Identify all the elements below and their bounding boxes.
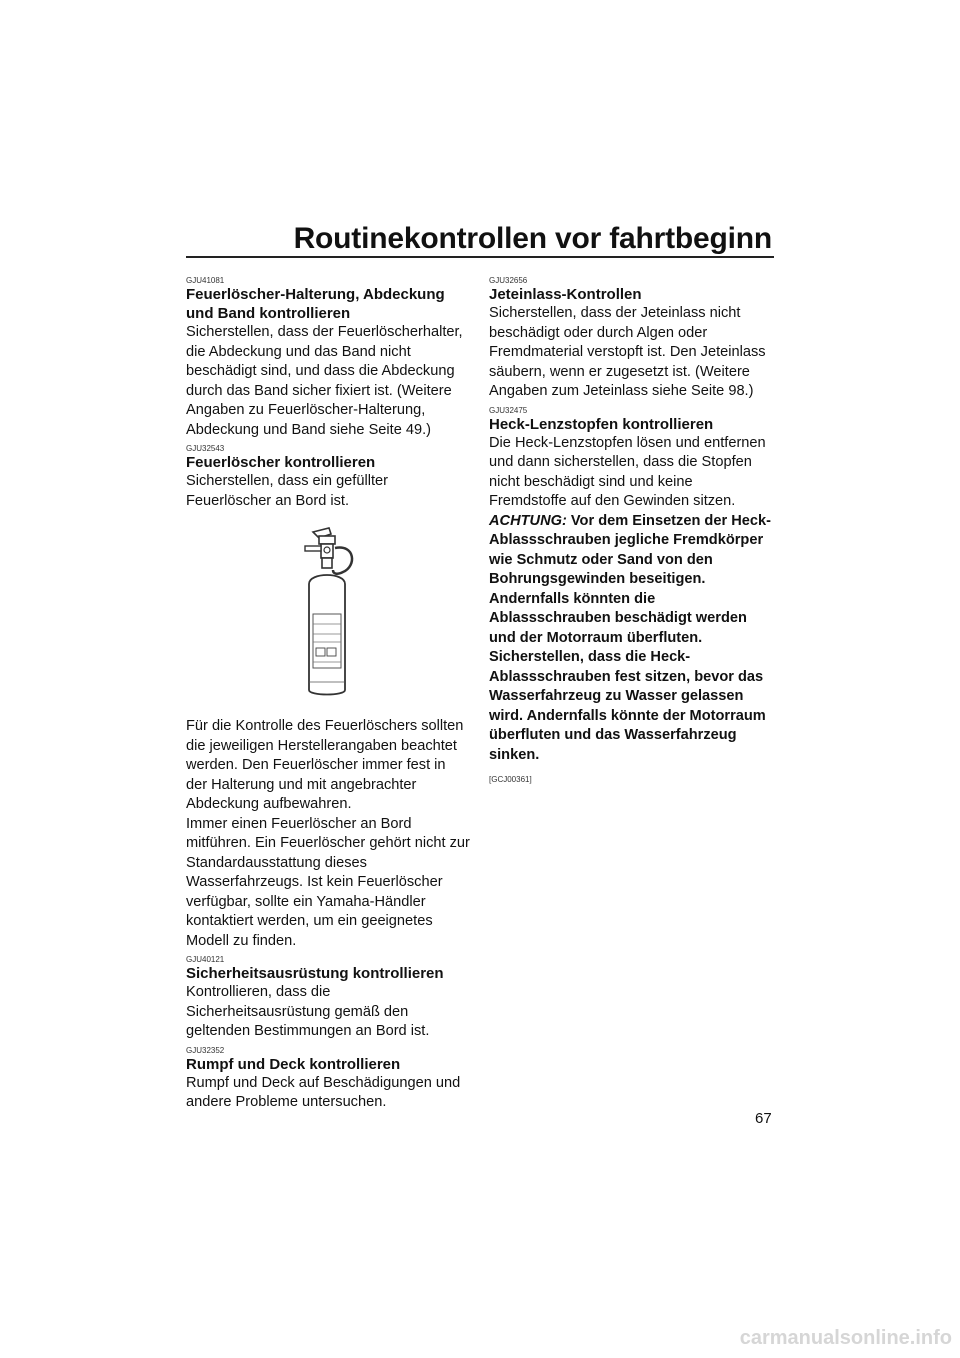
caution-notice bbox=[489, 513, 771, 763]
section-title-drain-plugs: Heck-Lenzstopfen kontrollieren bbox=[489, 415, 714, 433]
right-column bbox=[489, 272, 773, 784]
drain-plug-instructions: Die Heck-Lenzstopfen lösen und entfernen und dann sicherstellen, dass die Stopfen nicht beschädigt sind und keine Fremdstoffe auf den Gewinden sitzen. bbox=[489, 434, 766, 509]
header-rule bbox=[186, 256, 774, 258]
section-code: GJU32352 bbox=[186, 1045, 225, 1055]
page-header-title: Routinekontrollen vor fahrtbeginn bbox=[293, 222, 772, 255]
section-code: GJU41081 bbox=[186, 276, 225, 285]
section-title-extinguisher-check: Feuerlöscher kontrollieren bbox=[186, 454, 376, 471]
section-title-extinguisher-holder: Feuerlöscher-Halterung, Abdeckung und Band kontrollieren bbox=[186, 286, 445, 322]
caution-text: Vor dem Einsetzen der Heck-Ablassschrauben jegliche Fremdkörper wie Schmutz oder Sand von den Bohrungsgewinden beseitigen. Andernfalls könnten die Ablassschrauben beschädigt werden und der Motorraum überfluten. Sicherstellen, dass die Heck-Ablassschrauben fest sitzen, bevor das Wasserfahrzeug zu Wasser gelassen wird. Andernfalls könnte der Motorraum überfluten und das Wasserfahrzeug sinken. bbox=[489, 512, 771, 763]
section-body: Für die Kontrolle des Feuerlöschers sollten die jeweiligen Herstellerangaben beachtet werden. Den Feuerlöscher immer fest in der Halterung und mit angebrachter Abdeckung aufbewahren. bbox=[186, 718, 464, 812]
page-number: 67 bbox=[755, 1110, 772, 1127]
fire-extinguisher-icon bbox=[283, 522, 373, 702]
section-code: GJU32475 bbox=[489, 405, 528, 415]
section-title-jet-intake: Jeteinlass-Kontrollen bbox=[489, 286, 642, 303]
section-code: GJU32656 bbox=[489, 276, 528, 285]
section-body bbox=[489, 434, 773, 766]
watermark: carmanualsonline.info bbox=[739, 1327, 952, 1349]
section-body: Sicherstellen, dass der Feuerlöscherhalter, die Abdeckung und das Band nicht beschädigt sind, und dass die Abdeckung durch das Band sicher fixiert ist. (Weitere Angaben zu Feuerlöscher-Halterung, Abdeckung und Band siehe Seite 49.) bbox=[186, 324, 463, 438]
section-code: GJU32543 bbox=[186, 444, 225, 453]
section-title-hull-deck: Rumpf und Deck kontrollieren bbox=[186, 1055, 401, 1073]
fire-extinguisher-illustration bbox=[186, 517, 470, 707]
section-body: Sicherstellen, dass der Jeteinlass nicht beschädigt oder durch Algen oder Fremdmaterial verstopft ist. Den Jeteinlass säubern, wenn er zugesetzt ist. (Weitere Angaben zum Jeteinlass siehe Seite 98.) bbox=[489, 305, 766, 399]
section-code: GJU40121 bbox=[186, 955, 225, 964]
caution-label: ACHTUNG: bbox=[489, 512, 567, 529]
section-body: Rumpf und Deck auf Beschädigungen und andere Probleme untersuchen. bbox=[186, 1074, 461, 1110]
section-body: Sicherstellen, dass ein gefüllter Feuerlöscher an Bord ist. bbox=[186, 473, 388, 509]
section-body: Kontrollieren, dass die Sicherheitsausrüstung gemäß den geltenden Bestimmungen an Bord ist. bbox=[186, 984, 430, 1039]
left-column bbox=[186, 272, 470, 1113]
section-title-safety-equipment: Sicherheitsausrüstung kontrollieren bbox=[186, 965, 444, 982]
caution-code: [GCJ00361] bbox=[489, 775, 532, 784]
section-body: Immer einen Feuerlöscher an Bord mitführen. Ein Feuerlöscher gehört nicht zur Standardausstattung dieses Wasserfahrzeugs. Ist kein Feuerlöscher verfügbar, sollte ein Yamaha-Händler kontaktiert werden, um ein geeignetes Modell zu finden. bbox=[186, 815, 470, 949]
